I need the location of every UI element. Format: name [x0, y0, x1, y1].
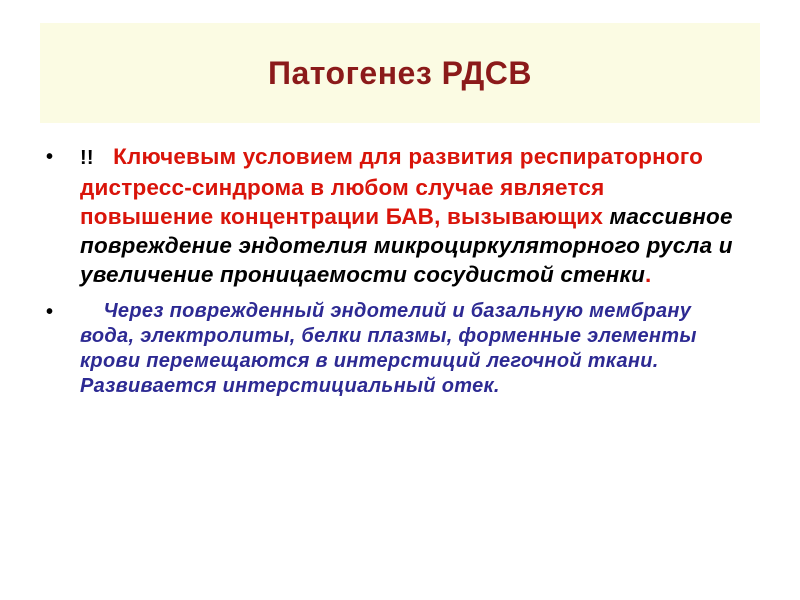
bullet-dot-icon: •: [46, 146, 54, 168]
bullet-dot-icon: •: [46, 301, 54, 323]
bullet-item-key-condition: [40, 142, 740, 289]
bullet-item-interstitial-edema: [40, 299, 740, 399]
slide-content: [40, 142, 740, 399]
slide-title: Патогенез РДСВ: [268, 54, 532, 91]
end-punctuation: .: [645, 262, 652, 287]
interstitial-edema-text: Через поврежденный эндотелий и базальную мембрану вода, электролиты, белки плазмы, форменные элементы крови перемещаются в интерстиций легочной ткани. Развивается интерстициальный отек.: [80, 300, 697, 397]
key-condition-text: Ключевым условием для развития респираторного дистресс-синдрома в любом случае является повышение концентрации БАВ, вызывающих: [80, 144, 704, 229]
title-band: [40, 23, 760, 123]
exclamation-marker: !!: [80, 147, 94, 169]
endothelium-damage-text: массивное повреждение эндотелия микроциркуляторного русла и увеличение проницаемости сосудистой стенки: [80, 204, 733, 287]
